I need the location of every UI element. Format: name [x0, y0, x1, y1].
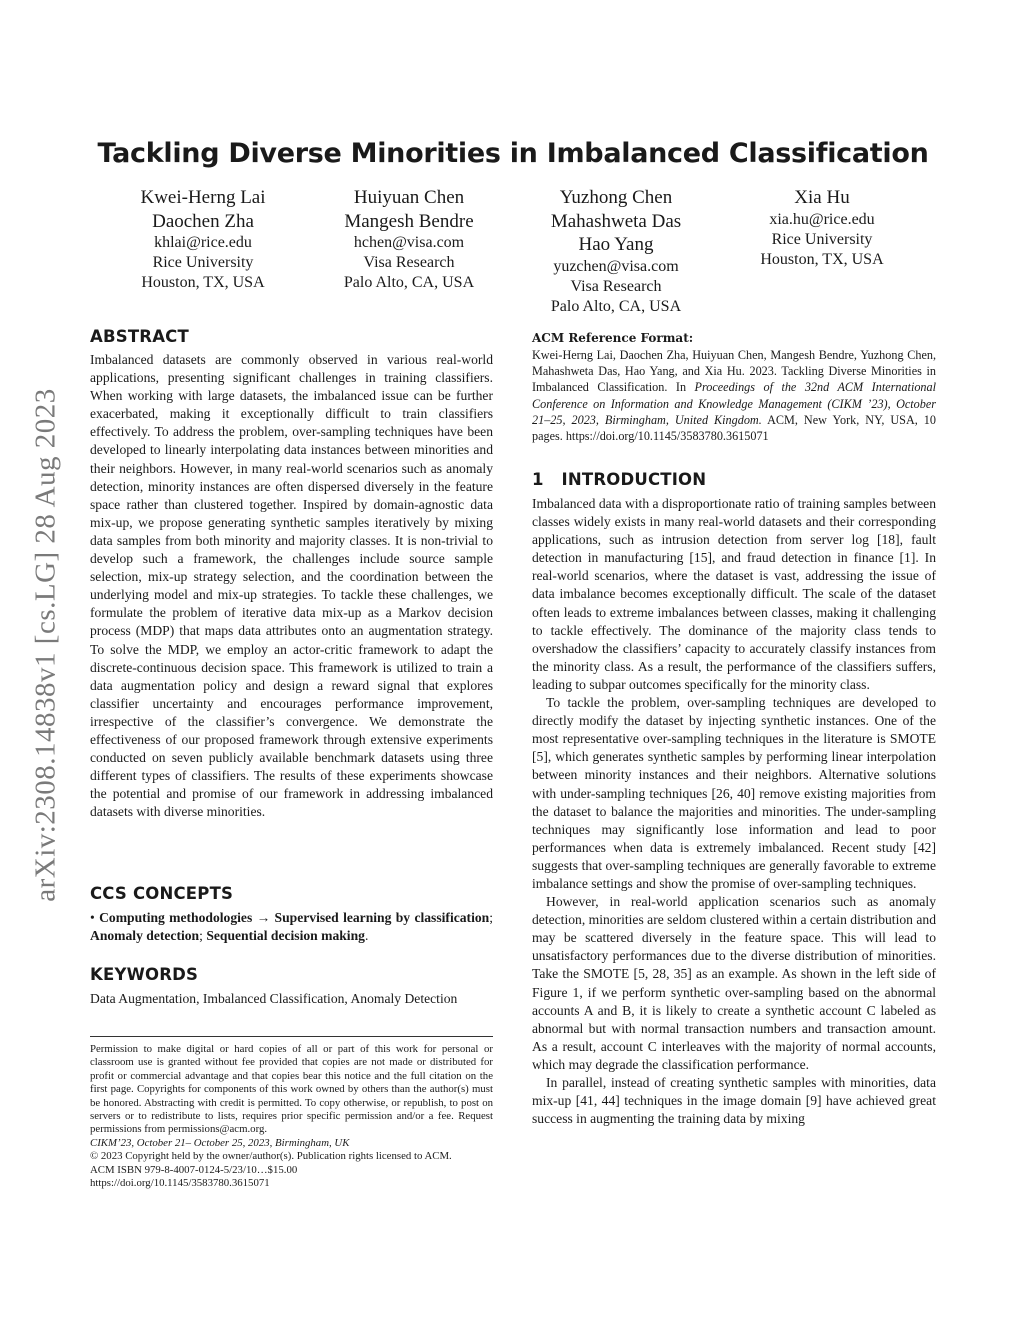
permission-text: Permission to make digital or hard copies of all or part of this work for personal or classroom use is granted without fee provided that copies are not made or distributed for profit or commercial advantage and that copies bear this notice and the full citation on the first page. Copyrights for components of this work owned by others than the author(s) must be honored. Abstracting with credit is permitted. To copy otherwise, or republish, to post on servers or to redistribute to lists, requires prior specific permission and/or a fee. Request permissions from permissions@acm.org. [90, 1043, 493, 1136]
author-org: Visa Research [570, 277, 662, 295]
author-name: Yuzhong Chen [559, 187, 673, 208]
footnote-divider [90, 1036, 493, 1037]
abstract-heading: ABSTRACT [90, 327, 189, 346]
author-location: Houston, TX, USA [141, 274, 265, 291]
arxiv-sidebar [28, 345, 64, 945]
author-org: Rice University [771, 230, 873, 248]
permission-block [90, 1043, 493, 1190]
abstract-section [90, 327, 493, 821]
author-block-1 [118, 186, 288, 293]
author-block-3 [530, 186, 702, 317]
author-name: Mahashweta Das [550, 210, 682, 232]
acm-ref-venue: Proceedings of the 32nd ACM International Conference on Information and Knowledge Management (CIKM ’23), October 21–25, 2023, Birmingham, United Kingdom. [532, 380, 936, 427]
ccs-bullet: • [90, 910, 95, 925]
ccs-concepts: • Computing methodologies → Supervised learning by classification; Anomaly detection; Sequential decision making. [90, 910, 493, 944]
author-location: Palo Alto, CA, USA [343, 274, 475, 291]
acm-reference-text [532, 347, 936, 444]
author-name: Huiyuan Chen [353, 187, 465, 208]
conference-line: CIKM’23, October 21– October 25, 2023, Birmingham, UK [90, 1136, 350, 1149]
author-location: Palo Alto, CA, USA [550, 297, 682, 315]
arxiv-id: arXiv:2308.14838v1 [cs.LG] 28 Aug 2023 [29, 388, 62, 902]
keywords-heading: KEYWORDS [90, 965, 199, 984]
intro-paragraph: However, in real-world application scenarios such as anomaly detection, minorities are seldom clustered within a certain distribution and may be scattered diversely in the feature space. This will lead to unsatisfactory performances due to the diverse distribution of minorities. Take the SMOTE [5, 28, 35] as an example. As shown in the left side of Figure 1, if we perform synthetic over-sampling based on the abnormal accounts A and B, it is likely to create a synthetic account C labeled as abnormal but with normal transaction numbers and transaction amount. As a result, account C interleaves with the majority of normal accounts, which may degrade the classification performance. [532, 894, 936, 1072]
paper-title: Tackling Diverse Minorities in Imbalanced Classification [97, 138, 929, 169]
author-email: yuzchen@visa.com [553, 257, 679, 275]
author-email: xia.hu@rice.edu [769, 210, 875, 228]
author-name: Kwei-Herng Lai [140, 187, 266, 208]
isbn-line: ACM ISBN 979-8-4007-0124-5/23/10…$15.00 [90, 1163, 298, 1176]
ccs-arrow: → [256, 910, 271, 925]
acm-reference-heading: ACM Reference Format: [532, 331, 694, 345]
author-block-4 [742, 186, 902, 270]
ccs-heading: CCS CONCEPTS [90, 884, 234, 903]
keywords-section [90, 965, 493, 1008]
intro-paragraph: Imbalanced data with a disproportionate ratio of training samples between classes widely exists in many real-world datasets and their corresponding applications, such as intrusion detection from server log [18], fault detection in manufacturing [15], and fraud detection in finance [1]. In real-world scenarios, where the dataset is vast, addressing the issue of data imbalance becomes exceptionally difficult. The scale of the dataset often leads to extreme imbalances between classes, making it challenging to tackle effectively. The dominance of the majority class tends to overshadow the classifiers’ capacity to accurately classify instances from the minority class. As a result, the performance of the classifiers suffers, leading to subpar outcomes specifically for the minority class. [532, 496, 936, 692]
author-location: Houston, TX, USA [760, 250, 884, 268]
ccs-concept: Supervised learning by classification [274, 910, 490, 925]
author-name: Hao Yang [578, 234, 654, 255]
intro-paragraph: In parallel, instead of creating synthetic samples with minorities, data mix-up [41, 44] techniques in the image domain [9] have achieved great success in augmenting the training data by mixing [532, 1075, 936, 1127]
acm-ref-tail: ACM, New York, NY, USA, 10 pages. https://doi.org/10.1145/3583780.3615071 [532, 412, 936, 444]
author-org: Visa Research [363, 254, 455, 271]
author-org: Rice University [152, 254, 254, 271]
keywords-text: Data Augmentation, Imbalanced Classification, Anomaly Detection [90, 991, 458, 1006]
ccs-concept: Sequential decision making [206, 928, 365, 944]
doi-line[interactable]: https://doi.org/10.1145/3583780.3615071 [90, 1177, 270, 1190]
ccs-concept: Anomaly detection [90, 928, 200, 944]
author-name: Mangesh Bendre [344, 210, 474, 232]
author-name: Xia Hu [794, 187, 850, 208]
intro-paragraph: To tackle the problem, over-sampling techniques are developed to directly modify the dataset by injecting synthetic instances. One of the most representative over-sampling techniques in the literature is SMOTE [5], which generates synthetic samples by performing linear interpolation between minority instances and their neighbors. Alternative solutions with under-sampling techniques [26, 40] remove existing majorities from the dataset to balance the majorities and minorities. The under-sampling techniques may significantly lose information and lead to poor performances when data is extremely imbalanced. Recent study [42] suggests that over-sampling techniques are generally favorable to extreme imbalance settings and show the promise of over-sampling techniques. [532, 695, 936, 891]
introduction-heading: 1 INTRODUCTION [532, 470, 707, 489]
author-block-2 [323, 186, 495, 293]
copyright-line: © 2023 Copyright held by the owner/author(s). Publication rights licensed to ACM. [90, 1150, 452, 1163]
acm-ref-authors: Kwei-Herng Lai, Daochen Zha, Huiyuan Chen, Mangesh Bendre, Yuzhong Chen, Mahashweta Das, Hao Yang, and Xia Hu. 2023. Tackling Diverse Minorities in Imbalanced Classification. In [532, 348, 936, 395]
author-name: Daochen Zha [152, 210, 254, 232]
ccs-concept: Computing methodologies [99, 910, 253, 925]
ccs-section [90, 884, 493, 945]
acm-reference [532, 331, 936, 444]
abstract-text: Imbalanced datasets are commonly observed in various real-world applications, presenting significant challenges in training classifiers. When working with large datasets, the imbalanced issue can be further exacerbated, making it exceptionally difficult to train classifiers effectively. To address the problem, over-sampling techniques have been developed to linearly interpolating data instances between minorities and their neighbors. However, in many real-world scenarios such as anomaly detection, minority instances are often dispersed diversely in the feature space rather than clustered together. Inspired by domain-agnostic data mix-up, we propose generating synthetic samples iteratively by mixing data samples from both minority and majority classes. It is non-trivial to develop such a framework, the challenges include source sample selection, mix-up strategy selection, and the coordination between the underlying model and mix-up strategies. To tackle these challenges, we formulate the problem of iterative data mix-up as a Markov decision process (MDP) that maps data attributes onto an augmentation strategy. To solve the MDP, we employ an actor-critic framework to adapt the discrete-continuous decision space. This framework is utilized to train a data augmentation policy and design a reward signal that explores classifier uncertainty and encourages performance improvement, irrespective of the classifier’s convergence. We demonstrate the effectiveness of our proposed framework through extensive experiments conducted on seven publicly available benchmark datasets using three different types of classifiers. The results of these experiments showcase the potential and promise of our framework in addressing imbalanced datasets with diverse minorities. [90, 352, 493, 820]
author-email: khlai@rice.edu [154, 234, 252, 251]
introduction-section [532, 470, 936, 1128]
author-email: hchen@visa.com [353, 234, 465, 251]
